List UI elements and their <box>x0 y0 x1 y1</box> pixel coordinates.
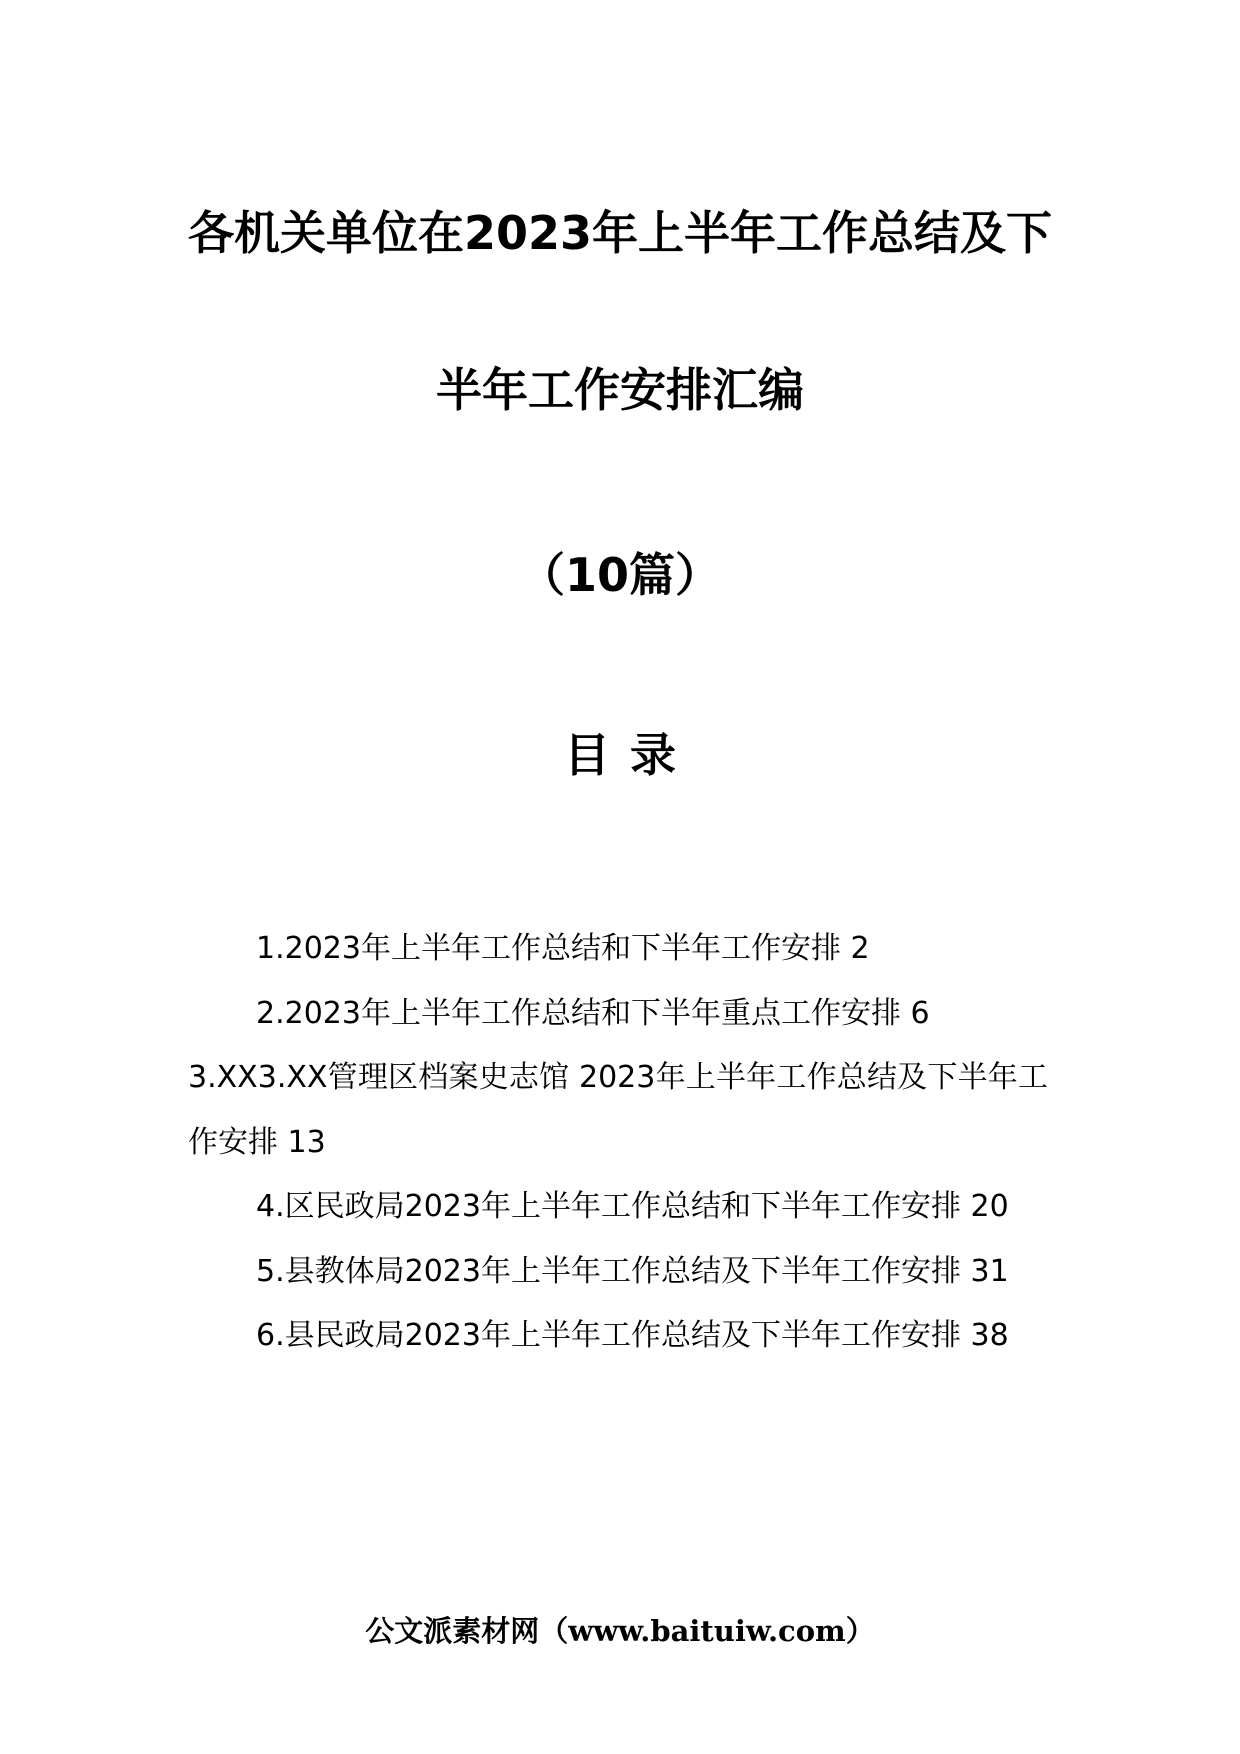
toc-heading: 目录 <box>564 728 696 782</box>
toc-item-2[interactable]: 2.2023年上半年工作总结和下半年重点工作安排 6 <box>256 995 930 1031</box>
toc-item-4[interactable]: 4.区民政局2023年上半年工作总结和下半年工作安排 20 <box>256 1189 1009 1224</box>
table-of-contents <box>188 917 1048 1369</box>
document-article-count: （10篇） <box>518 548 721 602</box>
document-title-line-2: 半年工作安排汇编 <box>436 363 804 417</box>
toc-item-6[interactable]: 6.县民政局2023年上半年工作总结及下半年工作安排 38 <box>256 1318 1009 1353</box>
page-footer-source: 公文派素材网（www.baituiw.com） <box>365 1614 875 1648</box>
toc-item-1[interactable]: 1.2023年上半年工作总结和下半年工作安排 2 <box>256 931 870 966</box>
toc-item-3[interactable]: 3.XX3.XX管理区档案史志馆 2023年上半年工作总结及下半年工作安排 13 <box>188 1060 1048 1160</box>
toc-item-5[interactable]: 5.县教体局2023年上半年工作总结及下半年工作安排 31 <box>256 1253 1009 1289</box>
document-title-line-1: 各机关单位在2023年上半年工作总结及下 <box>187 206 1053 260</box>
